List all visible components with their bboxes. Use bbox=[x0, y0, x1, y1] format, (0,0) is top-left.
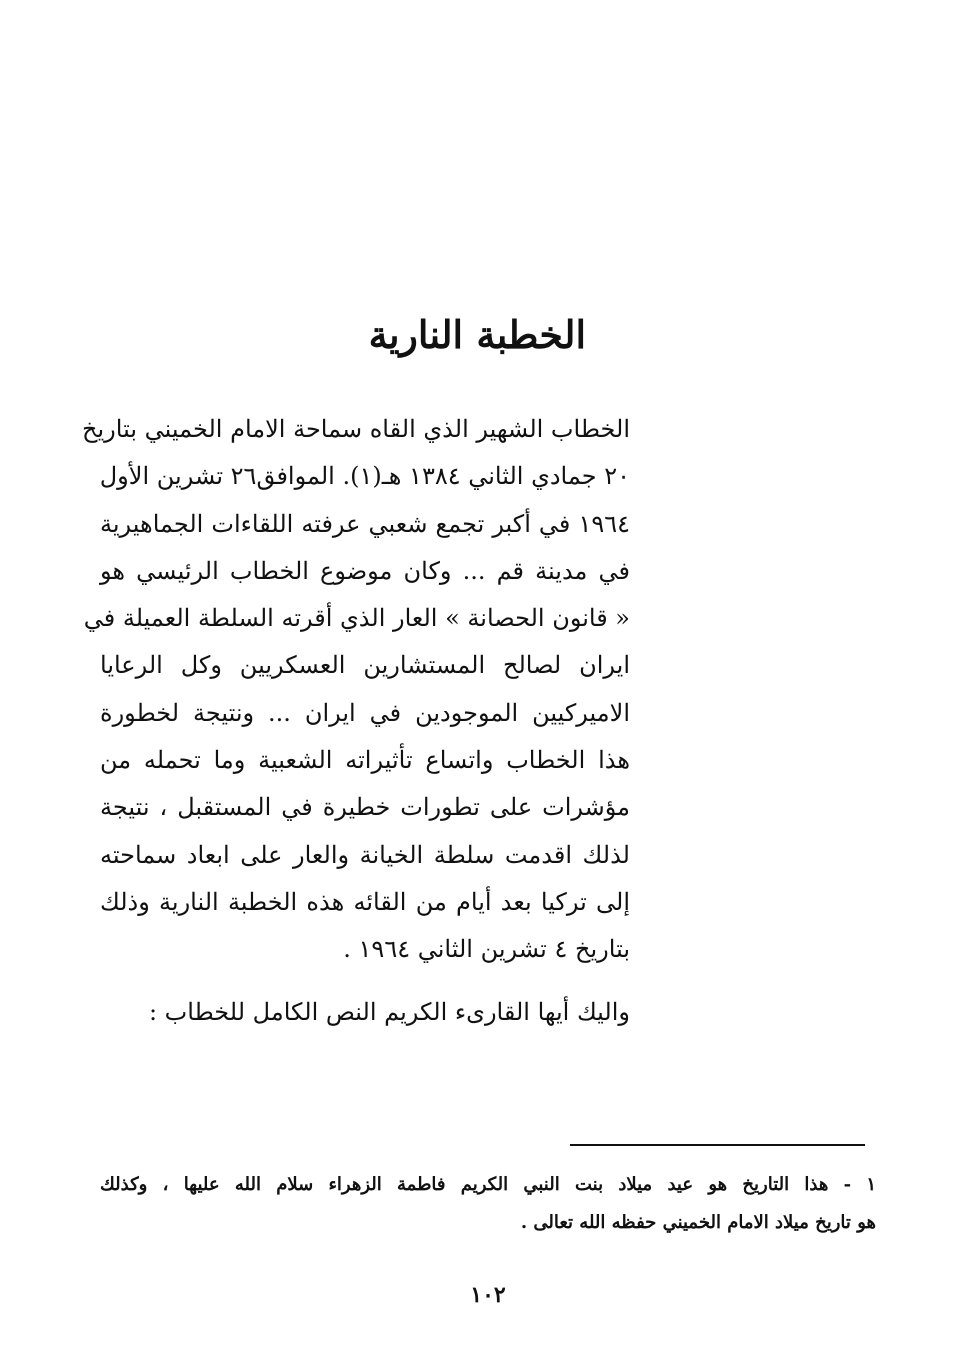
body-paragraph bbox=[82, 406, 630, 974]
body-line: هذا الخطاب واتساع تأثيراته الشعبية وما تحمله من bbox=[100, 746, 630, 775]
body-line: مؤشرات على تطورات خطيرة في المستقبل ، نتيجة bbox=[100, 793, 630, 822]
body-line: ٢٠ جمادي الثاني ١٣٨٤ هـ(١). الموافق٢٦ تشرين الأول bbox=[99, 462, 630, 491]
body-line: الخطاب الشهير الذي القاه سماحة الامام الخميني بتاريخ bbox=[82, 415, 630, 443]
body-line: الاميركيين الموجودين في ايران ... ونتيجة لخطورة bbox=[100, 698, 630, 727]
body-line: ١٩٦٤ في أكبر تجمع شعبي عرفته اللقاءات الجماهيرية bbox=[100, 509, 630, 538]
body-line: إلى تركيا بعد أيام من القائه هذه الخطبة النارية وذلك bbox=[100, 887, 630, 916]
page-title: الخطبة النارية bbox=[368, 312, 586, 357]
closing-line: واليك أيها القارىء الكريم النص الكامل للخطاب : bbox=[148, 998, 630, 1026]
page-number: ١٠٢ bbox=[470, 1282, 506, 1308]
footnote-line: هو تاريخ ميلاد الامام الخميني حفظه الله تعالى . bbox=[520, 1212, 876, 1233]
footnote-line: ١ - هذا التاريخ هو عيد ميلاد بنت النبي الكريم فاطمة الزهراء سلام الله عليها ، وكذلك bbox=[100, 1174, 876, 1195]
footnote-divider bbox=[570, 1144, 865, 1146]
footnote bbox=[100, 1166, 876, 1242]
body-line: بتاريخ ٤ تشرين الثاني ١٩٦٤ . bbox=[343, 935, 630, 964]
body-line: « قانون الحصانة » العار الذي أقرته السلطة العميلة في bbox=[83, 604, 630, 633]
body-line: لذلك اقدمت سلطة الخيانة والعار على ابعاد سماحته bbox=[100, 840, 630, 869]
body-line: ايران لصالح المستشارين العسكريين وكل الرعايا bbox=[100, 651, 630, 680]
body-line: في مدينة قم ... وكان موضوع الخطاب الرئيسي هو bbox=[100, 556, 630, 585]
